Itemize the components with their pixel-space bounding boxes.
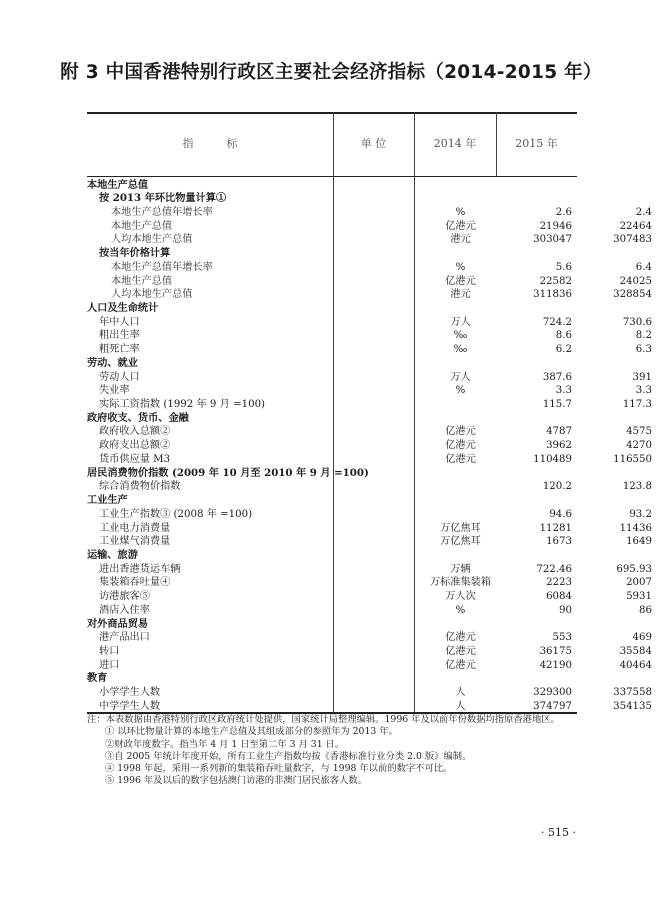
- indicator-name: 运输、旅游: [87, 548, 138, 561]
- table-row: [87, 233, 652, 247]
- page-number: · 515 ·: [541, 826, 576, 839]
- table-row: [87, 371, 652, 385]
- value-2014-cell: 36175: [539, 645, 572, 657]
- indicator-name: 人口及生命统计: [87, 301, 159, 314]
- value-2014-cell: 553: [552, 632, 572, 644]
- table-row: [87, 522, 652, 536]
- value-2014-cell: 6.2: [555, 344, 572, 356]
- indicator-name: 本地生产总值: [87, 178, 149, 191]
- unit-cell: ‰: [453, 344, 468, 356]
- value-2015-cell: 2.4: [635, 206, 652, 218]
- unit-cell: 亿港元: [445, 659, 476, 671]
- indicator-name: 居民消费物价指数 (2009 年 10 月至 2010 年 9 月 =100): [87, 466, 369, 479]
- footnote: ③自 2005 年统计年度开始，所有工业生产指数均按《香港标准行业分类 2.0 版》编制。: [105, 750, 472, 762]
- unit-cell: %: [455, 385, 466, 397]
- unit-cell: 港元: [450, 234, 471, 246]
- value-2015-cell: 391: [632, 371, 652, 383]
- unit-cell: 万人: [450, 316, 471, 328]
- indicator-name: 政府支出总额②: [99, 440, 171, 452]
- value-2015-cell: 22464: [619, 220, 652, 232]
- value-2015-cell: 6.4: [635, 261, 652, 273]
- table-row: [87, 549, 577, 563]
- table-row: [87, 329, 652, 343]
- page-title: 附 3 中国香港特别行政区主要社会经济指标（2014-2015 年）: [60, 62, 602, 83]
- indicator-name: 本地生产总值年增长率: [111, 261, 213, 273]
- indicator-name: 访港旅客⑤: [99, 591, 150, 603]
- value-2014-cell: 110489: [533, 453, 572, 465]
- value-2015-cell: 4575: [626, 426, 652, 438]
- indicator-name: 本地生产总值: [111, 220, 173, 232]
- header-year-2014: 2014 年: [433, 137, 477, 150]
- indicator-name: 失业率: [99, 385, 130, 397]
- table-row: [87, 563, 652, 577]
- table-row: [87, 686, 652, 700]
- indicator-name: 本地生产总值: [111, 275, 173, 287]
- footnote: ① 以环比物量计算的本地生产总值及其组成部分的参照年为 2013 年。: [105, 726, 398, 738]
- value-2014-cell: 3962: [546, 440, 572, 452]
- indicator-name: 对外商品贸易: [87, 617, 149, 630]
- value-2015-cell: 328854: [613, 289, 652, 301]
- indicator-name: 年中人口: [99, 316, 140, 328]
- value-2014-cell: 90: [559, 604, 572, 616]
- unit-cell: ‰: [453, 330, 468, 342]
- indicator-name: 本地生产总值年增长率: [111, 206, 213, 218]
- unit-cell: 人: [455, 700, 466, 712]
- footnote: ⑤ 1996 年及以后的数字包括澳门访港的非澳门居民旅客人数。: [105, 775, 367, 787]
- value-2014-cell: 1673: [546, 536, 572, 548]
- value-2014-cell: 724.2: [542, 316, 572, 328]
- table-row: [87, 645, 652, 659]
- table-row: [87, 604, 652, 618]
- indicator-name: 中学学生人数: [99, 700, 161, 712]
- indicator-name: 小学学生人数: [99, 687, 161, 699]
- value-2014-cell: 94.6: [549, 508, 572, 520]
- table-row: [87, 288, 652, 302]
- value-2014-cell: 4787: [546, 426, 572, 438]
- value-2015-cell: 86: [639, 604, 652, 616]
- value-2014-cell: 120.2: [542, 481, 572, 493]
- value-2015-cell: 93.2: [629, 508, 652, 520]
- indicator-name: 政府收支、货币、金融: [87, 411, 189, 424]
- table-row: [87, 261, 652, 275]
- unit-cell: 亿港元: [445, 440, 476, 452]
- value-2014-cell: 303047: [533, 234, 572, 246]
- value-2015-cell: 307483: [613, 234, 652, 246]
- table-row: [87, 316, 652, 330]
- unit-cell: 亿港元: [445, 645, 476, 657]
- unit-cell: 万标准集装箱: [429, 577, 492, 589]
- value-2015-cell: 117.3: [622, 399, 652, 411]
- unit-cell: 亿港元: [445, 426, 476, 438]
- indicator-name: 人均本地生产总值: [111, 289, 193, 301]
- indicator-name: 进出香港货运车辆: [99, 563, 181, 575]
- header-indicator: 指 标: [182, 137, 238, 150]
- unit-cell: 人: [455, 687, 466, 699]
- table-row: [87, 453, 652, 467]
- indicator-name: 实际工资指数 (1992 年 9 月 =100): [99, 399, 266, 411]
- table-row: [87, 480, 652, 494]
- value-2014-cell: 3.3: [555, 385, 572, 397]
- table-row: [87, 659, 652, 673]
- value-2014-cell: 115.7: [542, 399, 572, 411]
- unit-cell: 亿港元: [445, 453, 476, 465]
- value-2014-cell: 387.6: [542, 371, 572, 383]
- value-2015-cell: 5931: [626, 591, 652, 603]
- value-2015-cell: 2007: [626, 577, 652, 589]
- indicator-name: 综合消费物价指数: [99, 481, 181, 493]
- unit-cell: 港元: [450, 289, 471, 301]
- indicator-name: 工业生产: [87, 494, 128, 507]
- table-row: [87, 206, 652, 220]
- unit-cell: 万辆: [450, 563, 471, 575]
- table-row: [87, 343, 652, 357]
- value-2015-cell: 123.8: [622, 481, 652, 493]
- table-row: [87, 425, 652, 439]
- table-row: [87, 439, 652, 453]
- value-2014-cell: 22582: [539, 275, 572, 287]
- indicator-name: 工业煤气消费量: [99, 536, 171, 548]
- value-2015-cell: 40464: [619, 659, 652, 671]
- value-2014-cell: 21946: [539, 220, 572, 232]
- table-row: [87, 192, 577, 206]
- indicator-name: 政府收入总额②: [99, 426, 171, 438]
- value-2015-cell: 1649: [626, 536, 652, 548]
- table-row: [87, 576, 652, 590]
- table-row: [87, 535, 652, 549]
- table-row: [87, 384, 652, 398]
- table-row: [87, 220, 652, 234]
- unit-cell: 万人: [450, 371, 471, 383]
- value-2015-cell: 337558: [613, 687, 652, 699]
- unit-cell: 亿港元: [445, 275, 476, 287]
- unit-cell: 亿港元: [445, 632, 476, 644]
- value-2014-cell: 2223: [546, 577, 572, 589]
- table-row: [87, 631, 652, 645]
- indicator-name: 工业生产指数③ (2008 年 =100): [99, 508, 253, 520]
- value-2015-cell: 695.93: [616, 563, 652, 575]
- unit-cell: %: [455, 261, 466, 273]
- value-2015-cell: 730.6: [622, 316, 652, 328]
- indicator-name: 工业电力消费量: [99, 522, 171, 534]
- value-2015-cell: 35584: [619, 645, 652, 657]
- table-row: [87, 412, 577, 426]
- indicator-name: 粗出生率: [99, 330, 140, 342]
- table-row: [87, 302, 577, 316]
- value-2014-cell: 722.46: [536, 563, 572, 575]
- value-2014-cell: 8.6: [555, 330, 572, 342]
- value-2014-cell: 6084: [546, 591, 572, 603]
- indicator-name: 集装箱吞吐量④: [99, 577, 171, 589]
- indicator-name: 劳动人口: [99, 371, 140, 383]
- table-row: [87, 398, 652, 412]
- table-row: [87, 494, 577, 508]
- unit-cell: 万亿焦耳: [440, 536, 481, 548]
- header-unit: 单 位: [360, 137, 387, 150]
- indicator-name: 粗死亡率: [99, 344, 140, 356]
- value-2014-cell: 11281: [539, 522, 572, 534]
- unit-cell: 万人次: [445, 591, 476, 603]
- indicator-name: 进口: [99, 659, 120, 671]
- value-2015-cell: 11436: [619, 522, 652, 534]
- indicator-name: 转口: [99, 645, 120, 657]
- unit-cell: 亿港元: [445, 220, 476, 232]
- value-2015-cell: 116550: [613, 453, 652, 465]
- indicator-name: 劳动、就业: [87, 356, 138, 369]
- value-2014-cell: 374797: [533, 700, 572, 712]
- table-row: [87, 275, 652, 289]
- table-row: [87, 179, 577, 193]
- indicator-name: 货币供应量 M3: [99, 453, 171, 465]
- table-row: [87, 672, 577, 686]
- footnote: ④ 1998 年起，采用一系列新的集装箱吞吐量数字，与 1998 年以前的数字不可比。: [105, 763, 453, 775]
- indicator-name: 教育: [87, 672, 108, 685]
- value-2015-cell: 6.3: [635, 344, 652, 356]
- footnote: ②财政年度数字。指当年 4 月 1 日至第二年 3 月 31 日。: [105, 738, 345, 750]
- table-header-rule: [87, 176, 577, 177]
- value-2015-cell: 469: [632, 632, 652, 644]
- table-row: [87, 467, 577, 481]
- indicator-name: 按 2013 年环比物量计算①: [99, 192, 227, 205]
- header-year-2015: 2015 年: [515, 137, 558, 150]
- unit-cell: %: [455, 604, 466, 616]
- value-2014-cell: 42190: [539, 659, 572, 671]
- value-2014-cell: 5.6: [555, 261, 572, 273]
- value-2014-cell: 311836: [533, 289, 572, 301]
- table-row: [87, 590, 652, 604]
- value-2015-cell: 3.3: [635, 385, 652, 397]
- table-row: [87, 700, 652, 714]
- value-2015-cell: 4270: [626, 440, 652, 452]
- unit-cell: 万亿焦耳: [440, 522, 481, 534]
- table-row: [87, 508, 652, 522]
- table-row: [87, 247, 577, 261]
- indicator-name: 按当年价格计算: [99, 247, 171, 260]
- indicator-name: 人均本地生产总值: [111, 234, 193, 246]
- footnotes: [87, 714, 587, 788]
- unit-cell: %: [455, 206, 466, 218]
- indicator-name: 酒店入住率: [99, 604, 150, 616]
- value-2015-cell: 354135: [613, 700, 652, 712]
- value-2014-cell: 2.6: [555, 206, 572, 218]
- indicator-name: 港产品出口: [99, 632, 150, 644]
- footnote: 注：本表数据由香港特别行政区政府统计处提供，国家统计局整理编辑。1996 年及以前年份数据均指原香港地区。: [87, 714, 560, 725]
- value-2015-cell: 24025: [619, 275, 652, 287]
- table-row: [87, 357, 577, 371]
- value-2014-cell: 329300: [533, 687, 572, 699]
- table-row: [87, 618, 577, 632]
- value-2015-cell: 8.2: [635, 330, 652, 342]
